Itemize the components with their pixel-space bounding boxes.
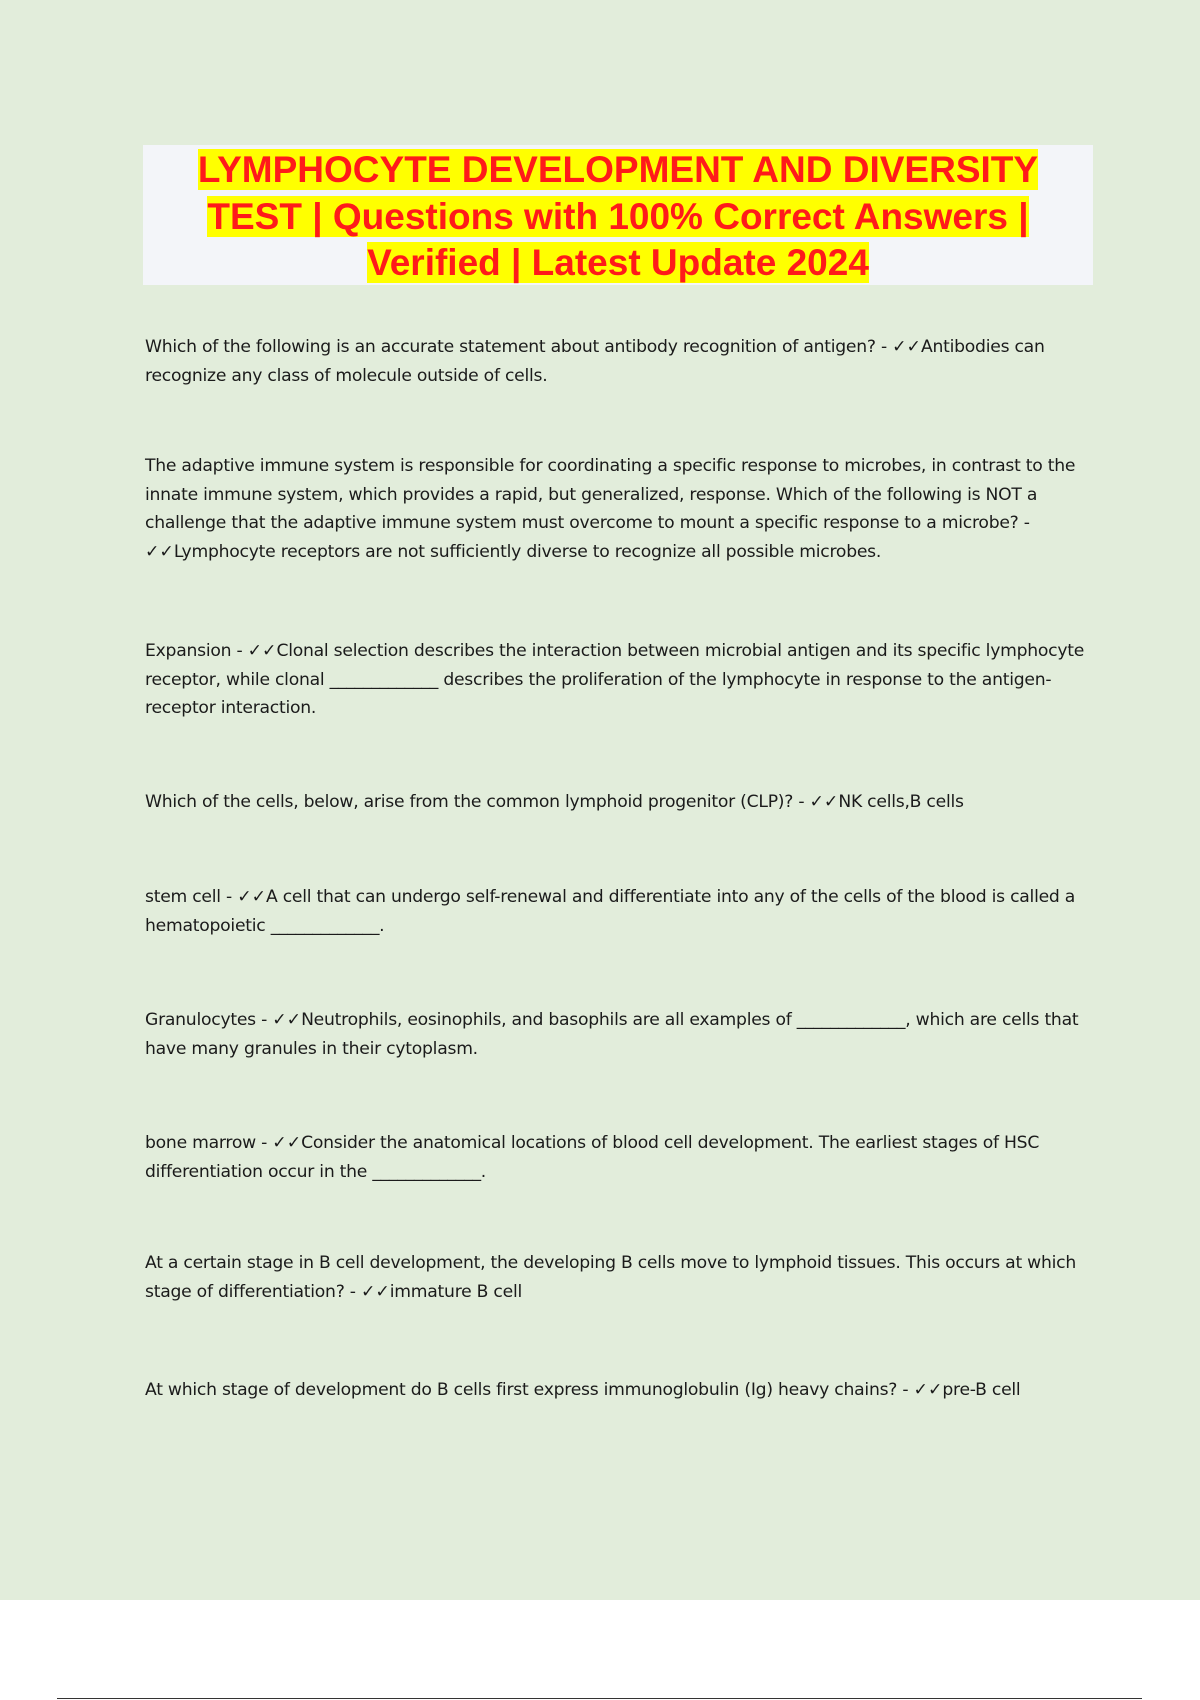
- check-mark-icon: ✓✓: [237, 887, 266, 907]
- check-mark-icon: ✓✓: [360, 1281, 390, 1302]
- answer-text: A cell that can undergo self-renewal and differentiate into any of the cells of the blood is called a hematopoietic _____________.: [145, 887, 1076, 936]
- qa-item: [145, 1249, 1085, 1306]
- answer-text: Antibodies can recognize any class of molecule outside of cells.: [145, 337, 1045, 386]
- check-mark-icon: ✓✓: [892, 337, 921, 357]
- question-text: At a certain stage in B cell development, the developing B cells move to lymphoid tissues. This occurs at which stage of differentiation? -: [145, 1253, 1076, 1302]
- title-line: LYMPHOCYTE DEVELOPMENT AND DIVERSITY: [197, 149, 1039, 190]
- qa-item: [145, 333, 1085, 390]
- qa-item: [145, 452, 1085, 566]
- answer-text: Neutrophils, eosinophils, and basophils are all examples of _____________, which are cells that have many granules in their cytoplasm.: [145, 1010, 1079, 1059]
- answer-text: Clonal selection describes the interaction between microbial antigen and its specific lymphocyte receptor, while clonal _____________ describes the proliferation of the lymphocyte in response to the antigen-receptor interaction.: [145, 641, 1085, 718]
- question-text: bone marrow -: [145, 1133, 273, 1153]
- title-line: Verified | Latest Update 2024: [367, 242, 869, 283]
- qa-item: [145, 1376, 1085, 1405]
- question-text: At which stage of development do B cells first express immunoglobulin (Ig) heavy chains? -: [145, 1380, 914, 1400]
- question-text: Which of the following is an accurate statement about antibody recognition of antigen? -: [145, 337, 893, 357]
- qa-item: [145, 637, 1085, 723]
- answer-text: immature B cell: [389, 1281, 522, 1302]
- check-mark-icon: ✓✓: [272, 1010, 302, 1030]
- qa-item: [145, 1129, 1085, 1186]
- check-mark-icon: ✓✓: [145, 541, 174, 562]
- document-title: [143, 145, 1093, 285]
- answer-text: NK cells,B cells: [838, 792, 964, 812]
- check-mark-icon: ✓✓: [272, 1133, 302, 1153]
- answer-text: Lymphocyte receptors are not sufficiently diverse to recognize all possible microbes.: [173, 541, 882, 562]
- qa-item: [145, 883, 1085, 940]
- title-line: TEST | Questions with 100% Correct Answers |: [207, 195, 1029, 237]
- question-text: stem cell -: [145, 887, 238, 907]
- footer-divider: [57, 1698, 1142, 1699]
- question-text: Which of the cells, below, arise from the common lymphoid progenitor (CLP)? -: [145, 792, 810, 812]
- qa-item: [145, 1006, 1085, 1063]
- question-text: Expansion -: [145, 641, 248, 661]
- question-text: Granulocytes -: [145, 1010, 273, 1030]
- qa-item: [145, 788, 1085, 817]
- check-mark-icon: ✓✓: [247, 641, 277, 661]
- check-mark-icon: ✓✓: [809, 792, 839, 812]
- question-text: The adaptive immune system is responsible for coordinating a specific response to microbes, in contrast to the innate immune system, which provides a rapid, but generalized, response. Which of the following is NOT a challenge that the adaptive immune system must overcome to mount a specific response to a microbe? -: [145, 456, 1076, 533]
- answer-text: Consider the anatomical locations of blood cell development. The earliest stages of HSC differentiation occur in the _____________.: [145, 1133, 1040, 1182]
- answer-text: pre-B cell: [942, 1380, 1021, 1400]
- check-mark-icon: ✓✓: [913, 1380, 943, 1400]
